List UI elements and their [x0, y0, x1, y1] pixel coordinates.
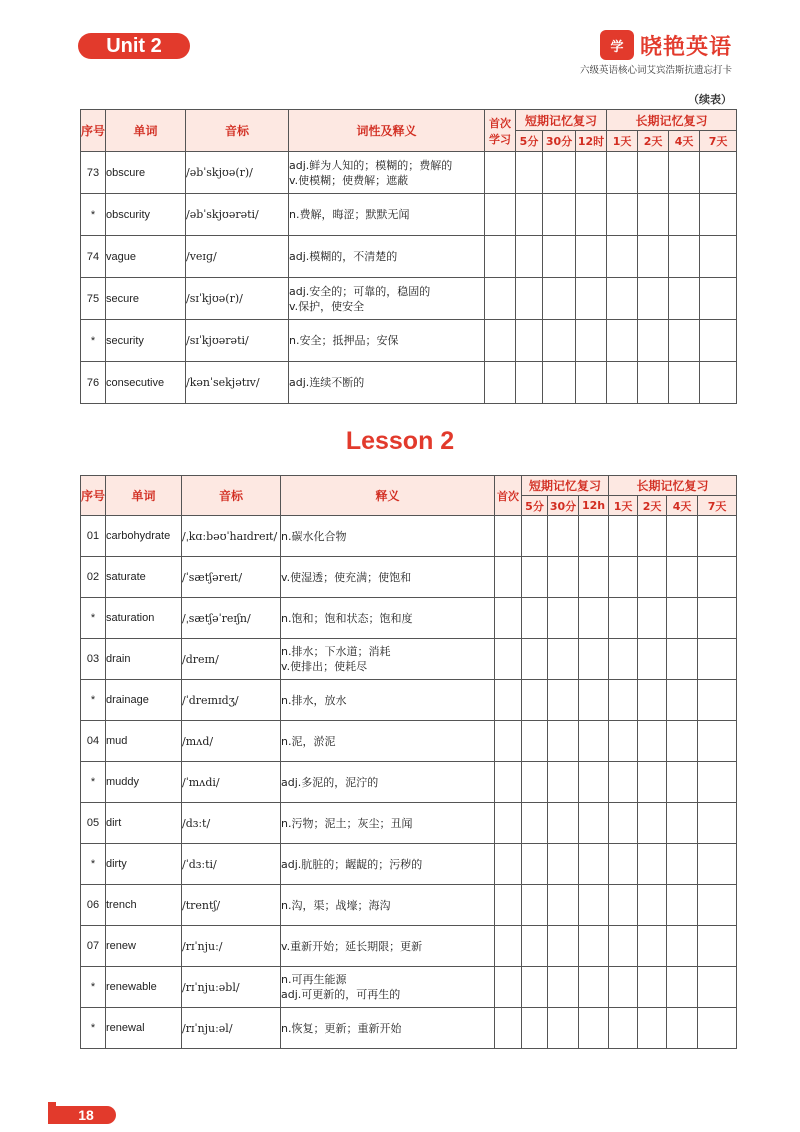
review-checkbox-cell[interactable] — [522, 516, 548, 557]
review-checkbox-cell[interactable] — [667, 1008, 698, 1049]
review-checkbox-cell[interactable] — [700, 362, 737, 404]
row-word: vague — [106, 236, 186, 278]
row-number: 73 — [81, 152, 106, 194]
review-checkbox-cell[interactable] — [607, 236, 638, 278]
header-word: 单词 — [106, 110, 186, 152]
row-phonetic: /ˌkɑːbəʊˈhaɪdreɪt/ — [182, 516, 281, 557]
review-checkbox-cell[interactable] — [669, 362, 700, 404]
row-definition: n.费解，晦涩；默默无闻 — [289, 194, 485, 236]
review-checkbox-cell[interactable] — [495, 885, 522, 926]
review-checkbox-cell[interactable] — [576, 194, 607, 236]
review-checkbox-cell[interactable] — [579, 1008, 609, 1049]
review-checkbox-cell[interactable] — [548, 926, 579, 967]
row-number: 05 — [81, 803, 106, 844]
review-checkbox-cell[interactable] — [485, 320, 516, 362]
row-definition: n.恢复；更新；重新开始 — [281, 1008, 495, 1049]
review-checkbox-cell[interactable] — [495, 639, 522, 680]
header-word: 单词 — [106, 476, 182, 516]
row-definition: n.污物；泥土；灰尘；丑闻 — [281, 803, 495, 844]
review-checkbox-cell[interactable] — [579, 844, 609, 885]
row-word: obscurity — [106, 194, 186, 236]
table-row — [81, 320, 737, 362]
row-phonetic: /ˈdɜːti/ — [182, 844, 281, 885]
review-checkbox-cell[interactable] — [638, 598, 667, 639]
review-checkbox-cell[interactable] — [522, 803, 548, 844]
row-number: 03 — [81, 639, 106, 680]
header-no: 序号 — [81, 110, 106, 152]
header-short-col: 12h — [579, 496, 609, 516]
review-checkbox-cell[interactable] — [609, 967, 638, 1008]
row-number: * — [81, 598, 106, 639]
review-checkbox-cell[interactable] — [667, 557, 698, 598]
review-checkbox-cell[interactable] — [495, 680, 522, 721]
row-phonetic: /rɪˈnjuː/ — [182, 926, 281, 967]
review-checkbox-cell[interactable] — [516, 320, 543, 362]
review-checkbox-cell[interactable] — [609, 721, 638, 762]
page-number-bar — [48, 1102, 56, 1124]
review-checkbox-cell[interactable] — [638, 152, 669, 194]
review-checkbox-cell[interactable] — [638, 236, 669, 278]
unit-badge: Unit 2 — [78, 33, 190, 59]
header-phonetic: 音标 — [182, 476, 281, 516]
review-checkbox-cell[interactable] — [609, 885, 638, 926]
table-row — [81, 803, 737, 844]
table-row — [81, 516, 737, 557]
row-phonetic: /ˈmʌdi/ — [182, 762, 281, 803]
review-checkbox-cell[interactable] — [667, 680, 698, 721]
row-definition: adj.模糊的，不清楚的 — [289, 236, 485, 278]
review-checkbox-cell[interactable] — [579, 516, 609, 557]
header-long-col: 4天 — [667, 496, 698, 516]
row-number: * — [81, 194, 106, 236]
review-checkbox-cell[interactable] — [495, 762, 522, 803]
review-checkbox-cell[interactable] — [609, 1008, 638, 1049]
row-phonetic: /ˈdreɪnɪdʒ/ — [182, 680, 281, 721]
row-number: 74 — [81, 236, 106, 278]
header-short-term: 短期记忆复习 — [522, 476, 609, 496]
brand-logo-icon: 学 — [600, 30, 634, 60]
review-checkbox-cell[interactable] — [669, 194, 700, 236]
review-checkbox-cell[interactable] — [607, 194, 638, 236]
review-checkbox-cell[interactable] — [638, 278, 669, 320]
review-checkbox-cell[interactable] — [698, 721, 737, 762]
table-row — [81, 557, 737, 598]
brand — [600, 28, 732, 62]
review-checkbox-cell[interactable] — [638, 803, 667, 844]
review-checkbox-cell[interactable] — [669, 320, 700, 362]
row-number: * — [81, 762, 106, 803]
header-no: 序号 — [81, 476, 106, 516]
review-checkbox-cell[interactable] — [548, 639, 579, 680]
review-checkbox-cell[interactable] — [667, 967, 698, 1008]
header-phonetic: 音标 — [186, 110, 289, 152]
review-checkbox-cell[interactable] — [638, 680, 667, 721]
row-definition: n.碳水化合物 — [281, 516, 495, 557]
table-row — [81, 152, 737, 194]
review-checkbox-cell[interactable] — [638, 844, 667, 885]
page-number — [48, 1102, 118, 1124]
review-checkbox-cell[interactable] — [576, 236, 607, 278]
review-checkbox-cell[interactable] — [522, 762, 548, 803]
header-short-col: 30分 — [543, 131, 576, 152]
table-row — [81, 680, 737, 721]
row-word: saturate — [106, 557, 182, 598]
review-checkbox-cell[interactable] — [548, 762, 579, 803]
header-short-col: 12时 — [576, 131, 607, 152]
review-checkbox-cell[interactable] — [609, 762, 638, 803]
review-checkbox-cell[interactable] — [495, 926, 522, 967]
row-definition: n.可再生能源 adj.可更新的，可再生的 — [281, 967, 495, 1008]
row-word: mud — [106, 721, 182, 762]
row-word: carbohydrate — [106, 516, 182, 557]
review-checkbox-cell[interactable] — [543, 194, 576, 236]
row-number: * — [81, 680, 106, 721]
row-phonetic: /sɪˈkjʊə(r)/ — [186, 278, 289, 320]
row-definition: n.沟，渠；战壕；海沟 — [281, 885, 495, 926]
review-checkbox-cell[interactable] — [579, 926, 609, 967]
header-first-study: 首次学习 — [485, 110, 516, 152]
review-checkbox-cell[interactable] — [698, 762, 737, 803]
table-row — [81, 926, 737, 967]
review-checkbox-cell[interactable] — [522, 1008, 548, 1049]
review-checkbox-cell[interactable] — [698, 926, 737, 967]
table-row — [81, 967, 737, 1008]
review-checkbox-cell[interactable] — [522, 680, 548, 721]
review-checkbox-cell[interactable] — [548, 721, 579, 762]
row-definition: n.排水；下水道；消耗 v.使排出；使耗尽 — [281, 639, 495, 680]
table-row — [81, 639, 737, 680]
review-checkbox-cell[interactable] — [638, 967, 667, 1008]
continued-label: （续表） — [688, 93, 732, 106]
row-number: 76 — [81, 362, 106, 404]
review-checkbox-cell[interactable] — [579, 762, 609, 803]
row-definition: n.排水，放水 — [281, 680, 495, 721]
review-checkbox-cell[interactable] — [485, 152, 516, 194]
review-checkbox-cell[interactable] — [495, 1008, 522, 1049]
review-checkbox-cell[interactable] — [667, 598, 698, 639]
review-checkbox-cell[interactable] — [516, 152, 543, 194]
header-short-col: 30分 — [548, 496, 579, 516]
row-word: consecutive — [106, 362, 186, 404]
header-short-col: 5分 — [522, 496, 548, 516]
review-checkbox-cell[interactable] — [522, 844, 548, 885]
review-checkbox-cell[interactable] — [495, 516, 522, 557]
review-checkbox-cell[interactable] — [607, 320, 638, 362]
review-checkbox-cell[interactable] — [495, 721, 522, 762]
row-phonetic: /rɪˈnjuːəl/ — [182, 1008, 281, 1049]
row-definition: adj.鲜为人知的；模糊的；费解的 v.使模糊；使费解；遮蔽 — [289, 152, 485, 194]
review-checkbox-cell[interactable] — [638, 639, 667, 680]
review-checkbox-cell[interactable] — [548, 885, 579, 926]
review-checkbox-cell[interactable] — [522, 598, 548, 639]
review-checkbox-cell[interactable] — [607, 362, 638, 404]
brand-name: 晓艳英语 — [639, 34, 732, 60]
review-checkbox-cell[interactable] — [698, 639, 737, 680]
review-checkbox-cell[interactable] — [548, 1008, 579, 1049]
header-long-term: 长期记忆复习 — [607, 110, 737, 131]
review-checkbox-cell[interactable] — [638, 362, 669, 404]
review-checkbox-cell[interactable] — [543, 320, 576, 362]
review-checkbox-cell[interactable] — [522, 885, 548, 926]
review-checkbox-cell[interactable] — [698, 803, 737, 844]
review-checkbox-cell[interactable] — [543, 236, 576, 278]
review-checkbox-cell[interactable] — [667, 926, 698, 967]
table-row — [81, 844, 737, 885]
row-phonetic: /ˌsætʃəˈreɪʃn/ — [182, 598, 281, 639]
review-checkbox-cell[interactable] — [638, 926, 667, 967]
review-checkbox-cell[interactable] — [579, 598, 609, 639]
review-checkbox-cell[interactable] — [522, 967, 548, 1008]
row-phonetic: /əbˈskjʊə(r)/ — [186, 152, 289, 194]
review-checkbox-cell[interactable] — [609, 639, 638, 680]
header-long-term: 长期记忆复习 — [609, 476, 737, 496]
vocab-table-1 — [80, 109, 737, 404]
header-long-col: 4天 — [669, 131, 700, 152]
review-checkbox-cell[interactable] — [698, 844, 737, 885]
review-checkbox-cell[interactable] — [609, 926, 638, 967]
review-checkbox-cell[interactable] — [495, 967, 522, 1008]
review-checkbox-cell[interactable] — [522, 926, 548, 967]
header-long-col: 1天 — [607, 131, 638, 152]
review-checkbox-cell[interactable] — [700, 236, 737, 278]
review-checkbox-cell[interactable] — [667, 844, 698, 885]
row-phonetic: /dreɪn/ — [182, 639, 281, 680]
row-definition: adj.连续不断的 — [289, 362, 485, 404]
review-checkbox-cell[interactable] — [576, 362, 607, 404]
table-row — [81, 598, 737, 639]
table-row — [81, 721, 737, 762]
row-number: 02 — [81, 557, 106, 598]
review-checkbox-cell[interactable] — [579, 557, 609, 598]
review-checkbox-cell[interactable] — [607, 278, 638, 320]
header-long-col: 7天 — [700, 131, 737, 152]
row-phonetic: /veɪɡ/ — [186, 236, 289, 278]
table-row — [81, 362, 737, 404]
review-checkbox-cell[interactable] — [548, 967, 579, 1008]
table-row — [81, 762, 737, 803]
review-checkbox-cell[interactable] — [669, 278, 700, 320]
table-row — [81, 885, 737, 926]
header-short-col: 5分 — [516, 131, 543, 152]
review-checkbox-cell[interactable] — [548, 598, 579, 639]
review-checkbox-cell[interactable] — [700, 194, 737, 236]
row-phonetic: /dɜːt/ — [182, 803, 281, 844]
row-definition: v.重新开始；延长期限；更新 — [281, 926, 495, 967]
review-checkbox-cell[interactable] — [543, 362, 576, 404]
row-definition: adj.安全的；可靠的，稳固的 v.保护，使安全 — [289, 278, 485, 320]
review-checkbox-cell[interactable] — [609, 680, 638, 721]
review-checkbox-cell[interactable] — [609, 844, 638, 885]
review-checkbox-cell[interactable] — [516, 362, 543, 404]
table-row — [81, 194, 737, 236]
review-checkbox-cell[interactable] — [698, 967, 737, 1008]
review-checkbox-cell[interactable] — [522, 721, 548, 762]
review-checkbox-cell[interactable] — [638, 557, 667, 598]
review-checkbox-cell[interactable] — [576, 152, 607, 194]
row-word: drainage — [106, 680, 182, 721]
review-checkbox-cell[interactable] — [698, 516, 737, 557]
review-checkbox-cell[interactable] — [698, 598, 737, 639]
row-phonetic: /rɪˈnjuːəbl/ — [182, 967, 281, 1008]
row-number: * — [81, 1008, 106, 1049]
review-checkbox-cell[interactable] — [667, 885, 698, 926]
review-checkbox-cell[interactable] — [543, 278, 576, 320]
row-phonetic: /əbˈskjʊərəti/ — [186, 194, 289, 236]
review-checkbox-cell[interactable] — [667, 639, 698, 680]
review-checkbox-cell[interactable] — [576, 278, 607, 320]
page-number-label: 18 — [56, 1106, 116, 1124]
row-number: * — [81, 844, 106, 885]
row-word: obscure — [106, 152, 186, 194]
review-checkbox-cell[interactable] — [607, 152, 638, 194]
review-checkbox-cell[interactable] — [579, 639, 609, 680]
review-checkbox-cell[interactable] — [579, 885, 609, 926]
table-row — [81, 278, 737, 320]
row-number: 06 — [81, 885, 106, 926]
review-checkbox-cell[interactable] — [548, 680, 579, 721]
review-checkbox-cell[interactable] — [485, 236, 516, 278]
header-short-term: 短期记忆复习 — [516, 110, 607, 131]
row-definition: n.安全；抵押品；安保 — [289, 320, 485, 362]
row-phonetic: /sɪˈkjʊərəti/ — [186, 320, 289, 362]
table-row — [81, 236, 737, 278]
row-word: saturation — [106, 598, 182, 639]
review-checkbox-cell[interactable] — [516, 236, 543, 278]
review-checkbox-cell[interactable] — [698, 680, 737, 721]
row-word: trench — [106, 885, 182, 926]
review-checkbox-cell[interactable] — [522, 557, 548, 598]
review-checkbox-cell[interactable] — [495, 598, 522, 639]
review-checkbox-cell[interactable] — [516, 194, 543, 236]
row-word: dirt — [106, 803, 182, 844]
header-long-col: 2天 — [638, 131, 669, 152]
review-checkbox-cell[interactable] — [700, 278, 737, 320]
review-checkbox-cell[interactable] — [609, 803, 638, 844]
row-word: muddy — [106, 762, 182, 803]
review-checkbox-cell[interactable] — [609, 516, 638, 557]
table-row — [81, 1008, 737, 1049]
review-checkbox-cell[interactable] — [700, 152, 737, 194]
row-number: 01 — [81, 516, 106, 557]
row-phonetic: /mʌd/ — [182, 721, 281, 762]
header-long-col: 7天 — [698, 496, 737, 516]
row-definition: adj.多泥的，泥泞的 — [281, 762, 495, 803]
row-definition: adj.肮脏的；龌龊的；污秽的 — [281, 844, 495, 885]
row-phonetic: /trentʃ/ — [182, 885, 281, 926]
review-checkbox-cell[interactable] — [522, 639, 548, 680]
header-long-col: 2天 — [638, 496, 667, 516]
review-checkbox-cell[interactable] — [579, 680, 609, 721]
header-long-col: 1天 — [609, 496, 638, 516]
row-definition: n.饱和；饱和状态；饱和度 — [281, 598, 495, 639]
row-word: secure — [106, 278, 186, 320]
review-checkbox-cell[interactable] — [548, 844, 579, 885]
review-checkbox-cell[interactable] — [485, 362, 516, 404]
review-checkbox-cell[interactable] — [667, 516, 698, 557]
review-checkbox-cell[interactable] — [638, 194, 669, 236]
review-checkbox-cell[interactable] — [579, 803, 609, 844]
review-checkbox-cell[interactable] — [669, 152, 700, 194]
review-checkbox-cell[interactable] — [638, 721, 667, 762]
review-checkbox-cell[interactable] — [698, 1008, 737, 1049]
review-checkbox-cell[interactable] — [667, 762, 698, 803]
review-checkbox-cell[interactable] — [638, 1008, 667, 1049]
review-checkbox-cell[interactable] — [548, 803, 579, 844]
header-definition: 释义 — [281, 476, 495, 516]
row-word: renewable — [106, 967, 182, 1008]
review-checkbox-cell[interactable] — [485, 278, 516, 320]
review-checkbox-cell[interactable] — [485, 194, 516, 236]
review-checkbox-cell[interactable] — [516, 278, 543, 320]
review-checkbox-cell[interactable] — [579, 721, 609, 762]
review-checkbox-cell[interactable] — [669, 236, 700, 278]
review-checkbox-cell[interactable] — [638, 762, 667, 803]
row-word: drain — [106, 639, 182, 680]
review-checkbox-cell[interactable] — [495, 844, 522, 885]
review-checkbox-cell[interactable] — [700, 320, 737, 362]
review-checkbox-cell[interactable] — [667, 803, 698, 844]
header-first-study: 首次 — [495, 476, 522, 516]
review-checkbox-cell[interactable] — [576, 320, 607, 362]
book-subtitle: 六级英语核心词艾宾浩斯抗遗忘打卡 — [579, 65, 732, 76]
row-definition: v.使湿透；使充满；使饱和 — [281, 557, 495, 598]
lesson-title: Lesson 2 — [345, 427, 455, 455]
review-checkbox-cell[interactable] — [495, 803, 522, 844]
row-definition: n.泥，淤泥 — [281, 721, 495, 762]
review-checkbox-cell[interactable] — [548, 557, 579, 598]
row-number: 75 — [81, 278, 106, 320]
row-number: 07 — [81, 926, 106, 967]
row-number: * — [81, 967, 106, 1008]
row-phonetic: /ˈsætʃəreɪt/ — [182, 557, 281, 598]
review-checkbox-cell[interactable] — [609, 557, 638, 598]
review-checkbox-cell[interactable] — [638, 320, 669, 362]
review-checkbox-cell[interactable] — [579, 967, 609, 1008]
row-phonetic: /kənˈsekjətɪv/ — [186, 362, 289, 404]
review-checkbox-cell[interactable] — [609, 598, 638, 639]
row-word: dirty — [106, 844, 182, 885]
review-checkbox-cell[interactable] — [638, 516, 667, 557]
row-word: security — [106, 320, 186, 362]
header-definition: 词性及释义 — [289, 110, 485, 152]
review-checkbox-cell[interactable] — [667, 721, 698, 762]
row-word: renew — [106, 926, 182, 967]
review-checkbox-cell[interactable] — [543, 152, 576, 194]
vocab-table-2 — [80, 475, 737, 1049]
row-number: * — [81, 320, 106, 362]
review-checkbox-cell[interactable] — [638, 885, 667, 926]
review-checkbox-cell[interactable] — [698, 885, 737, 926]
review-checkbox-cell[interactable] — [548, 516, 579, 557]
review-checkbox-cell[interactable] — [698, 557, 737, 598]
review-checkbox-cell[interactable] — [495, 557, 522, 598]
row-number: 04 — [81, 721, 106, 762]
row-word: renewal — [106, 1008, 182, 1049]
